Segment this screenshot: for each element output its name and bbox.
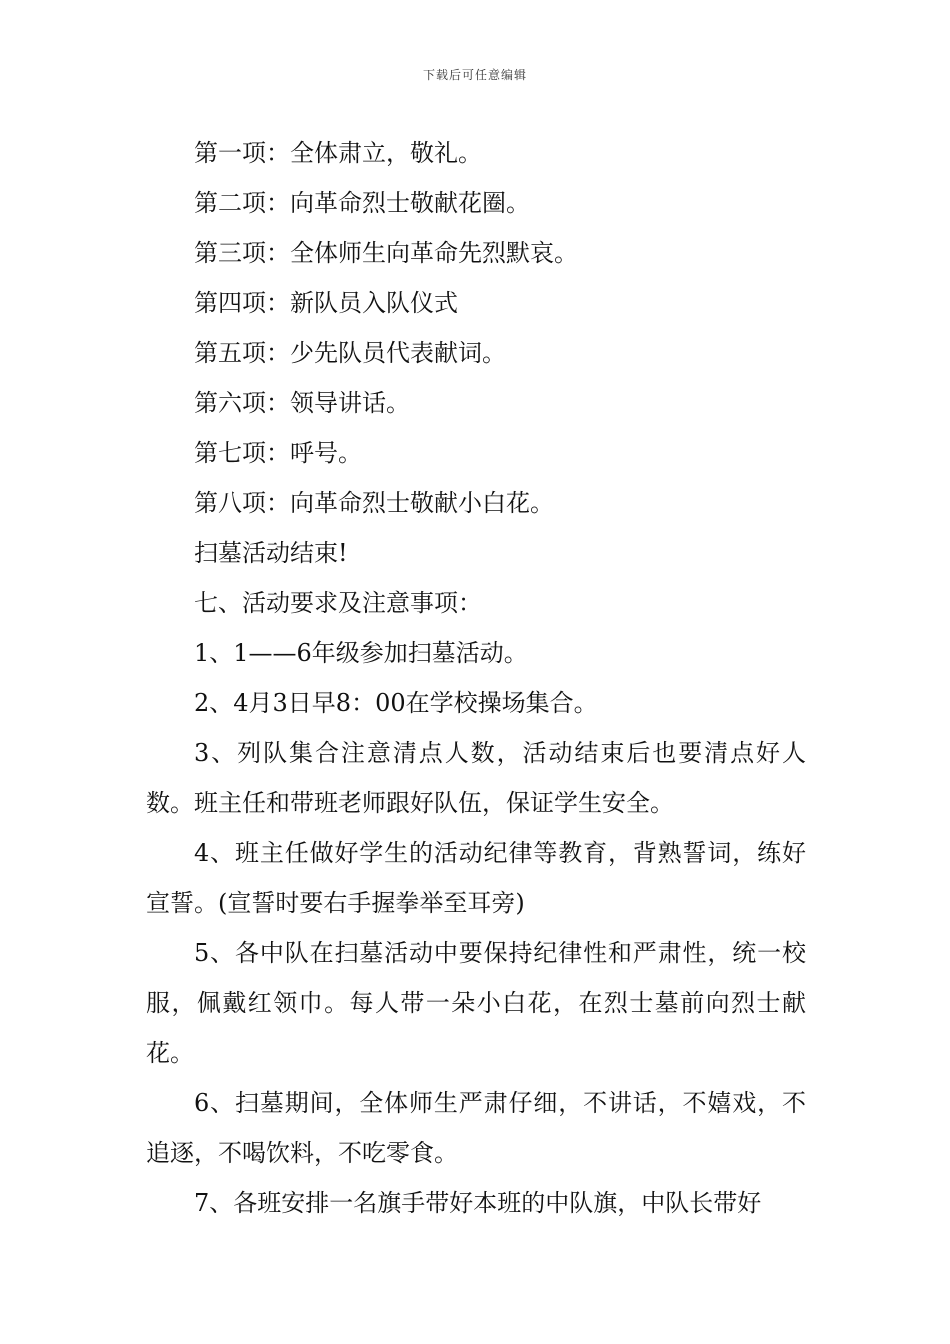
paragraph-item-3: 第三项：全体师生向革命先烈默哀。 bbox=[194, 239, 578, 267]
requirement-1: 1、1——6年级参加扫墓活动。 bbox=[194, 639, 528, 667]
requirement-6: 6、扫墓期间，全体师生严肃仔细，不讲话，不嬉戏，不追逐，不喝饮料，不吃零食。 bbox=[146, 1089, 806, 1167]
paragraph-activity-end: 扫墓活动结束! bbox=[194, 539, 348, 567]
section-heading-requirements: 七、活动要求及注意事项： bbox=[194, 589, 482, 617]
paragraph-item-2: 第二项：向革命烈士敬献花圈。 bbox=[194, 189, 530, 217]
paragraph-item-4: 第四项：新队员入队仪式 bbox=[194, 289, 458, 317]
paragraph-item-1: 第一项：全体肃立，敬礼。 bbox=[194, 139, 482, 167]
requirement-3: 3、列队集合注意清点人数，活动结束后也要清点好人数。班主任和带班老师跟好队伍，保证学生安全。 bbox=[146, 739, 806, 817]
header-note: 下载后可任意编辑 bbox=[422, 68, 527, 82]
requirement-2: 2、4月3日早8：00在学校操场集合。 bbox=[194, 689, 598, 717]
paragraph-item-6: 第六项：领导讲话。 bbox=[194, 389, 410, 417]
requirement-5: 5、各中队在扫墓活动中要保持纪律性和严肃性，统一校服，佩戴红领巾。每人带一朵小白花，在烈士墓前向烈士献花。 bbox=[146, 939, 806, 1067]
requirement-4: 4、班主任做好学生的活动纪律等教育，背熟誓词，练好宣誓。(宣誓时要右手握拳举至耳旁) bbox=[146, 839, 806, 917]
paragraph-item-5: 第五项：少先队员代表献词。 bbox=[194, 339, 506, 367]
paragraph-item-8: 第八项：向革命烈士敬献小白花。 bbox=[194, 489, 554, 517]
requirement-7: 7、各班安排一名旗手带好本班的中队旗，中队长带好 bbox=[194, 1189, 762, 1217]
document-body bbox=[146, 128, 806, 1228]
paragraph-item-7: 第七项：呼号。 bbox=[194, 439, 362, 467]
